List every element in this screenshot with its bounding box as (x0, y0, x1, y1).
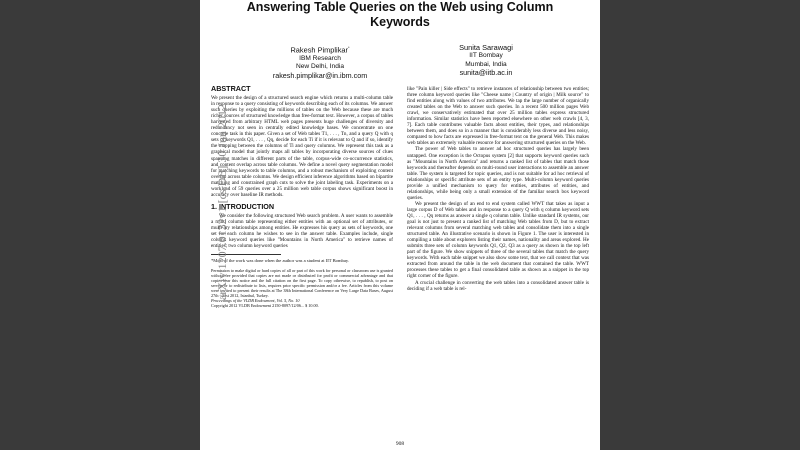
left-backdrop (0, 0, 200, 450)
left-column (211, 86, 393, 309)
paper-page (200, 0, 600, 450)
right-paragraph-1: like "Pain killer | Side effects" to retrieve instances of relationship between two entities; three column keyword queries like "Cheese name | Country of origin | Milk source" to find entities along with values of two attributes. We tap the large number of organically created tables on the Web to answer such queries. In a recent 500 million pages Web crawl, we conservatively estimated that over 25 million tables express structured information. Similar statistics have been reported elsewhere on other web crawls [4, 3, 7]. Each table contributes valuable facts about entities, their types, and relationships between them, and does so in a manner that is considerably less diverse and less noisy, compared to how facts are expressed in free-format text on the general Web. This makes web tables an extremely valuable resource for answering structured queries on the Web. (407, 86, 589, 147)
author-location: Mumbai, India (465, 60, 507, 68)
author-affiliation: IBM Research (299, 54, 341, 62)
abstract-text: We present the design of a structured search engine which returns a multi-column table in response to a query consisting of keywords describing each of its columns. We answer such queries by exploiting the millions of tables on the Web because these are much richer sources of structured knowledge than free-format text. However, a corpus of tables harvested from arbitrary HTML web pages presents huge challenges of diversity and redundancy not seen in centrally edited knowledge bases. We concentrate on one concrete task in this paper. Given a set of Web tables T1, . . . , Tn, and a query Q with q sets of keywords Q1, . . . , Qq, decide for each Ti if it is relevant to Q and if so, identify the mapping between the columns of Ti and query columns. We represent this task as a graphical model that jointly maps all tables by incorporating diverse sources of clues spanning matches in different parts of the table, corpus-wide co-occurrence statistics, and content overlap across table columns. We define a novel query segmentation model for matching keywords to table columns, and a robust mechanism of exploiting content overlap across table columns. We design efficient inference algorithms based on bipartite matching and constrained graph cuts to solve the joint labeling task. Experiments on a workload of 59 queries over a 25 million web table corpus shows significant boost in accuracy over baseline IR methods. (211, 95, 393, 198)
author-email: sunita@iitb.ac.in (459, 68, 513, 78)
right-paragraph-3: We present the design of an end to end system called WWT that takes as input a large corpus D of Web tables and in response to a query Q with q column keyword sets Q1, . . . , Qq returns as answer a single q column table. Unlike standard IR systems, our goal is not just to present a ranked list of matching Web tables from D, but to extract relevant columns from several matching web tables and consolidate them into a single structured table. An illustrative scenario is shown in Figure 1. The user is interested in compiling a table about explorers listing their names, nationality and areas explored. He submits three sets of column keywords Q1, Q2, Q3 as a query as shown in the top left part of the figure. We show snippets of three of the several tables that match the query keywords. With each table snippet we also show some text, that we call context that was extracted from around the table in the web document that contained the table. WWT processes these tables to get a final consolidated table as shown as a snippet in the top right corner of the figure. (407, 200, 589, 280)
introduction-text: We consider the following structured Web search problem. A user wants to assemble a multi column table representing either entities with an optional set of attributes, or multi-ary relationships among entities. He expresses his query as sets of keywords, one set for each column he wishes to see in the answer table. Examples include, single column keyword queries like "Mountains in North America" to retrieve names of entities; two column keyword queries (211, 212, 393, 250)
right-column (407, 86, 589, 292)
proceedings-line: Proceedings of the VLDB Endowment, Vol. 5, No. 10 (211, 298, 300, 304)
permission-text: Permission to make digital or hard copies of all or part of this work for personal or classroom use is granted without fee provided that copies are not made or distributed for profit or commercial advantage and that copies bear this notice and the full citation on the first page. To copy otherwise, to republish, to post on servers or to redistribute to lists, requires prior specific permission and/or a fee. Articles from this volume were invited to present their results at The 38th International Conference on Very Large Data Bases, August 27th - 31st 2012, Istanbul, Turkey. (211, 267, 393, 299)
author-footnote-mark: * (347, 45, 350, 50)
title-line-1: Answering Table Queries on the Web using Column (246, 0, 554, 14)
page-number: 908 (395, 441, 405, 447)
footnote-text: *Most of the work was done when the author was a student at IIT Bombay. (211, 258, 350, 264)
author-block-2 (411, 44, 561, 78)
author-location: New Delhi, India (295, 63, 344, 71)
right-paragraph-2: The power of Web tables to answer ad hoc structured queries has largely been untapped. One exception is the Octopus system [2] that supports keyword queries such as "Mountains in North America" and returns a ranked list of tables that match those keywords and thereafter depends on multi-round user interactions to assemble an answer table. The system is targeted for topic queries, and is not suitable for ad hoc retrieval of relationships or specific attribute sets of an entity type. Multi-column keyword queries provide a unified mechanism to query for entities, attributes of entities, and relationships, while being only a small extension of the familiar search box keyword queries. (407, 146, 589, 201)
author-name: Rakesh Pimplikar (290, 45, 348, 55)
copyright-line: Copyright 2012 VLDB Endowment 2150-8097/12/06... $ 10.00. (211, 303, 319, 309)
right-backdrop (600, 0, 800, 450)
paper-title (200, 0, 600, 30)
introduction-heading: 1. INTRODUCTION (211, 201, 275, 211)
author-email: rakesh.pimplikar@in.ibm.com (272, 70, 368, 80)
author-block-1 (245, 44, 395, 80)
permission-notice (211, 268, 393, 309)
title-line-2: Keywords (370, 15, 430, 29)
abstract-heading: ABSTRACT (211, 84, 251, 93)
author-name: Sunita Sarawagi (459, 43, 513, 52)
right-paragraph-4: A crucial challenge in converting the web tables into a consolidated answer table is deciding if a web table is rel- (407, 279, 589, 292)
author-affiliation: IIT Bombay (469, 52, 503, 60)
arxiv-stamp: arXiv:1207.0132v1 [cs.DB] 30 Jun 2012 (215, 104, 229, 300)
footnote (211, 258, 393, 308)
